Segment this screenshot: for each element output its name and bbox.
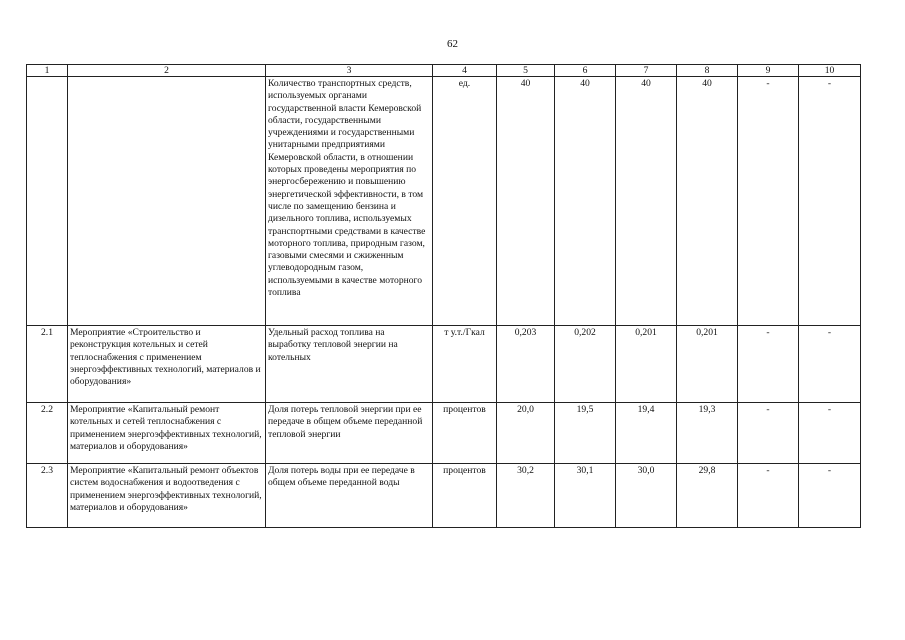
column-header: 6 xyxy=(555,65,616,77)
indicator-text: Доля потерь воды при ее передаче в общем объеме переданной воды xyxy=(266,464,433,528)
row-number: 2.3 xyxy=(27,464,68,528)
column-header: 8 xyxy=(677,65,738,77)
indicator-text: Количество транспортных средств, используемых органами государственной власти Кемеровской области, государственными учреждениями и государственными унитарными предприятиями Кемеровской области, в отношении которых проведены мероприятия по энергосбережению и повышению энергетической эффективности, в том числе по замещению бензина и дизельного топлива, используемых транспортными средствами в качестве моторного топлива, природным газом, газовыми смесями и сжиженным углеводородным газом, используемыми в качестве моторного топлива xyxy=(266,77,433,326)
row-number xyxy=(27,77,68,326)
value-cell: 19,4 xyxy=(616,403,677,464)
value-cell: 40 xyxy=(677,77,738,326)
indicator-text: Удельный расход топлива на выработку тепловой энергии на котельных xyxy=(266,326,433,403)
value-cell: 0,201 xyxy=(677,326,738,403)
row-number: 2.2 xyxy=(27,403,68,464)
value-cell: 30,2 xyxy=(497,464,555,528)
indicator-text: Доля потерь тепловой энергии при ее передаче в общем объеме переданной тепловой энергии xyxy=(266,403,433,464)
column-header: 2 xyxy=(68,65,266,77)
value-cell: - xyxy=(738,464,799,528)
value-cell: - xyxy=(799,464,861,528)
value-cell: 40 xyxy=(497,77,555,326)
table-row xyxy=(27,326,861,403)
column-number-row xyxy=(27,65,861,77)
value-cell: 0,203 xyxy=(497,326,555,403)
value-cell: 40 xyxy=(555,77,616,326)
column-header: 10 xyxy=(799,65,861,77)
value-cell: 0,201 xyxy=(616,326,677,403)
value-cell: 30,0 xyxy=(616,464,677,528)
value-cell: 19,3 xyxy=(677,403,738,464)
column-header: 1 xyxy=(27,65,68,77)
value-cell: 19,5 xyxy=(555,403,616,464)
table-row xyxy=(27,464,861,528)
value-cell: - xyxy=(738,403,799,464)
value-cell: - xyxy=(799,77,861,326)
unit-cell: процентов xyxy=(433,403,497,464)
unit-cell: процентов xyxy=(433,464,497,528)
value-cell: 40 xyxy=(616,77,677,326)
value-cell: 30,1 xyxy=(555,464,616,528)
value-cell: 20,0 xyxy=(497,403,555,464)
column-header: 3 xyxy=(266,65,433,77)
value-cell: - xyxy=(799,326,861,403)
unit-cell: ед. xyxy=(433,77,497,326)
column-header: 4 xyxy=(433,65,497,77)
value-cell: 29,8 xyxy=(677,464,738,528)
measure-name: Мероприятие «Капитальный ремонт объектов систем водоснабжения и водоотведения с применением энергоэффективных технологий, материалов и оборудования» xyxy=(68,464,266,528)
value-cell: 0,202 xyxy=(555,326,616,403)
page-number: 62 xyxy=(447,38,458,50)
value-cell: - xyxy=(738,326,799,403)
value-cell: - xyxy=(738,77,799,326)
column-header: 7 xyxy=(616,65,677,77)
measure-name: Мероприятие «Капитальный ремонт котельных и сетей теплоснабжения с применением энергоэффективных технологий, материалов и оборудования» xyxy=(68,403,266,464)
value-cell: - xyxy=(799,403,861,464)
measure-name: Мероприятие «Строительство и реконструкция котельных и сетей теплоснабжения с применением энергоэффективных технологий, материалов и оборудования» xyxy=(68,326,266,403)
row-number: 2.1 xyxy=(27,326,68,403)
column-header: 5 xyxy=(497,65,555,77)
table-row xyxy=(27,403,861,464)
column-header: 9 xyxy=(738,65,799,77)
unit-cell: т у.т./Гкал xyxy=(433,326,497,403)
measures-table xyxy=(26,64,861,528)
table-row xyxy=(27,77,861,326)
measure-name xyxy=(68,77,266,326)
